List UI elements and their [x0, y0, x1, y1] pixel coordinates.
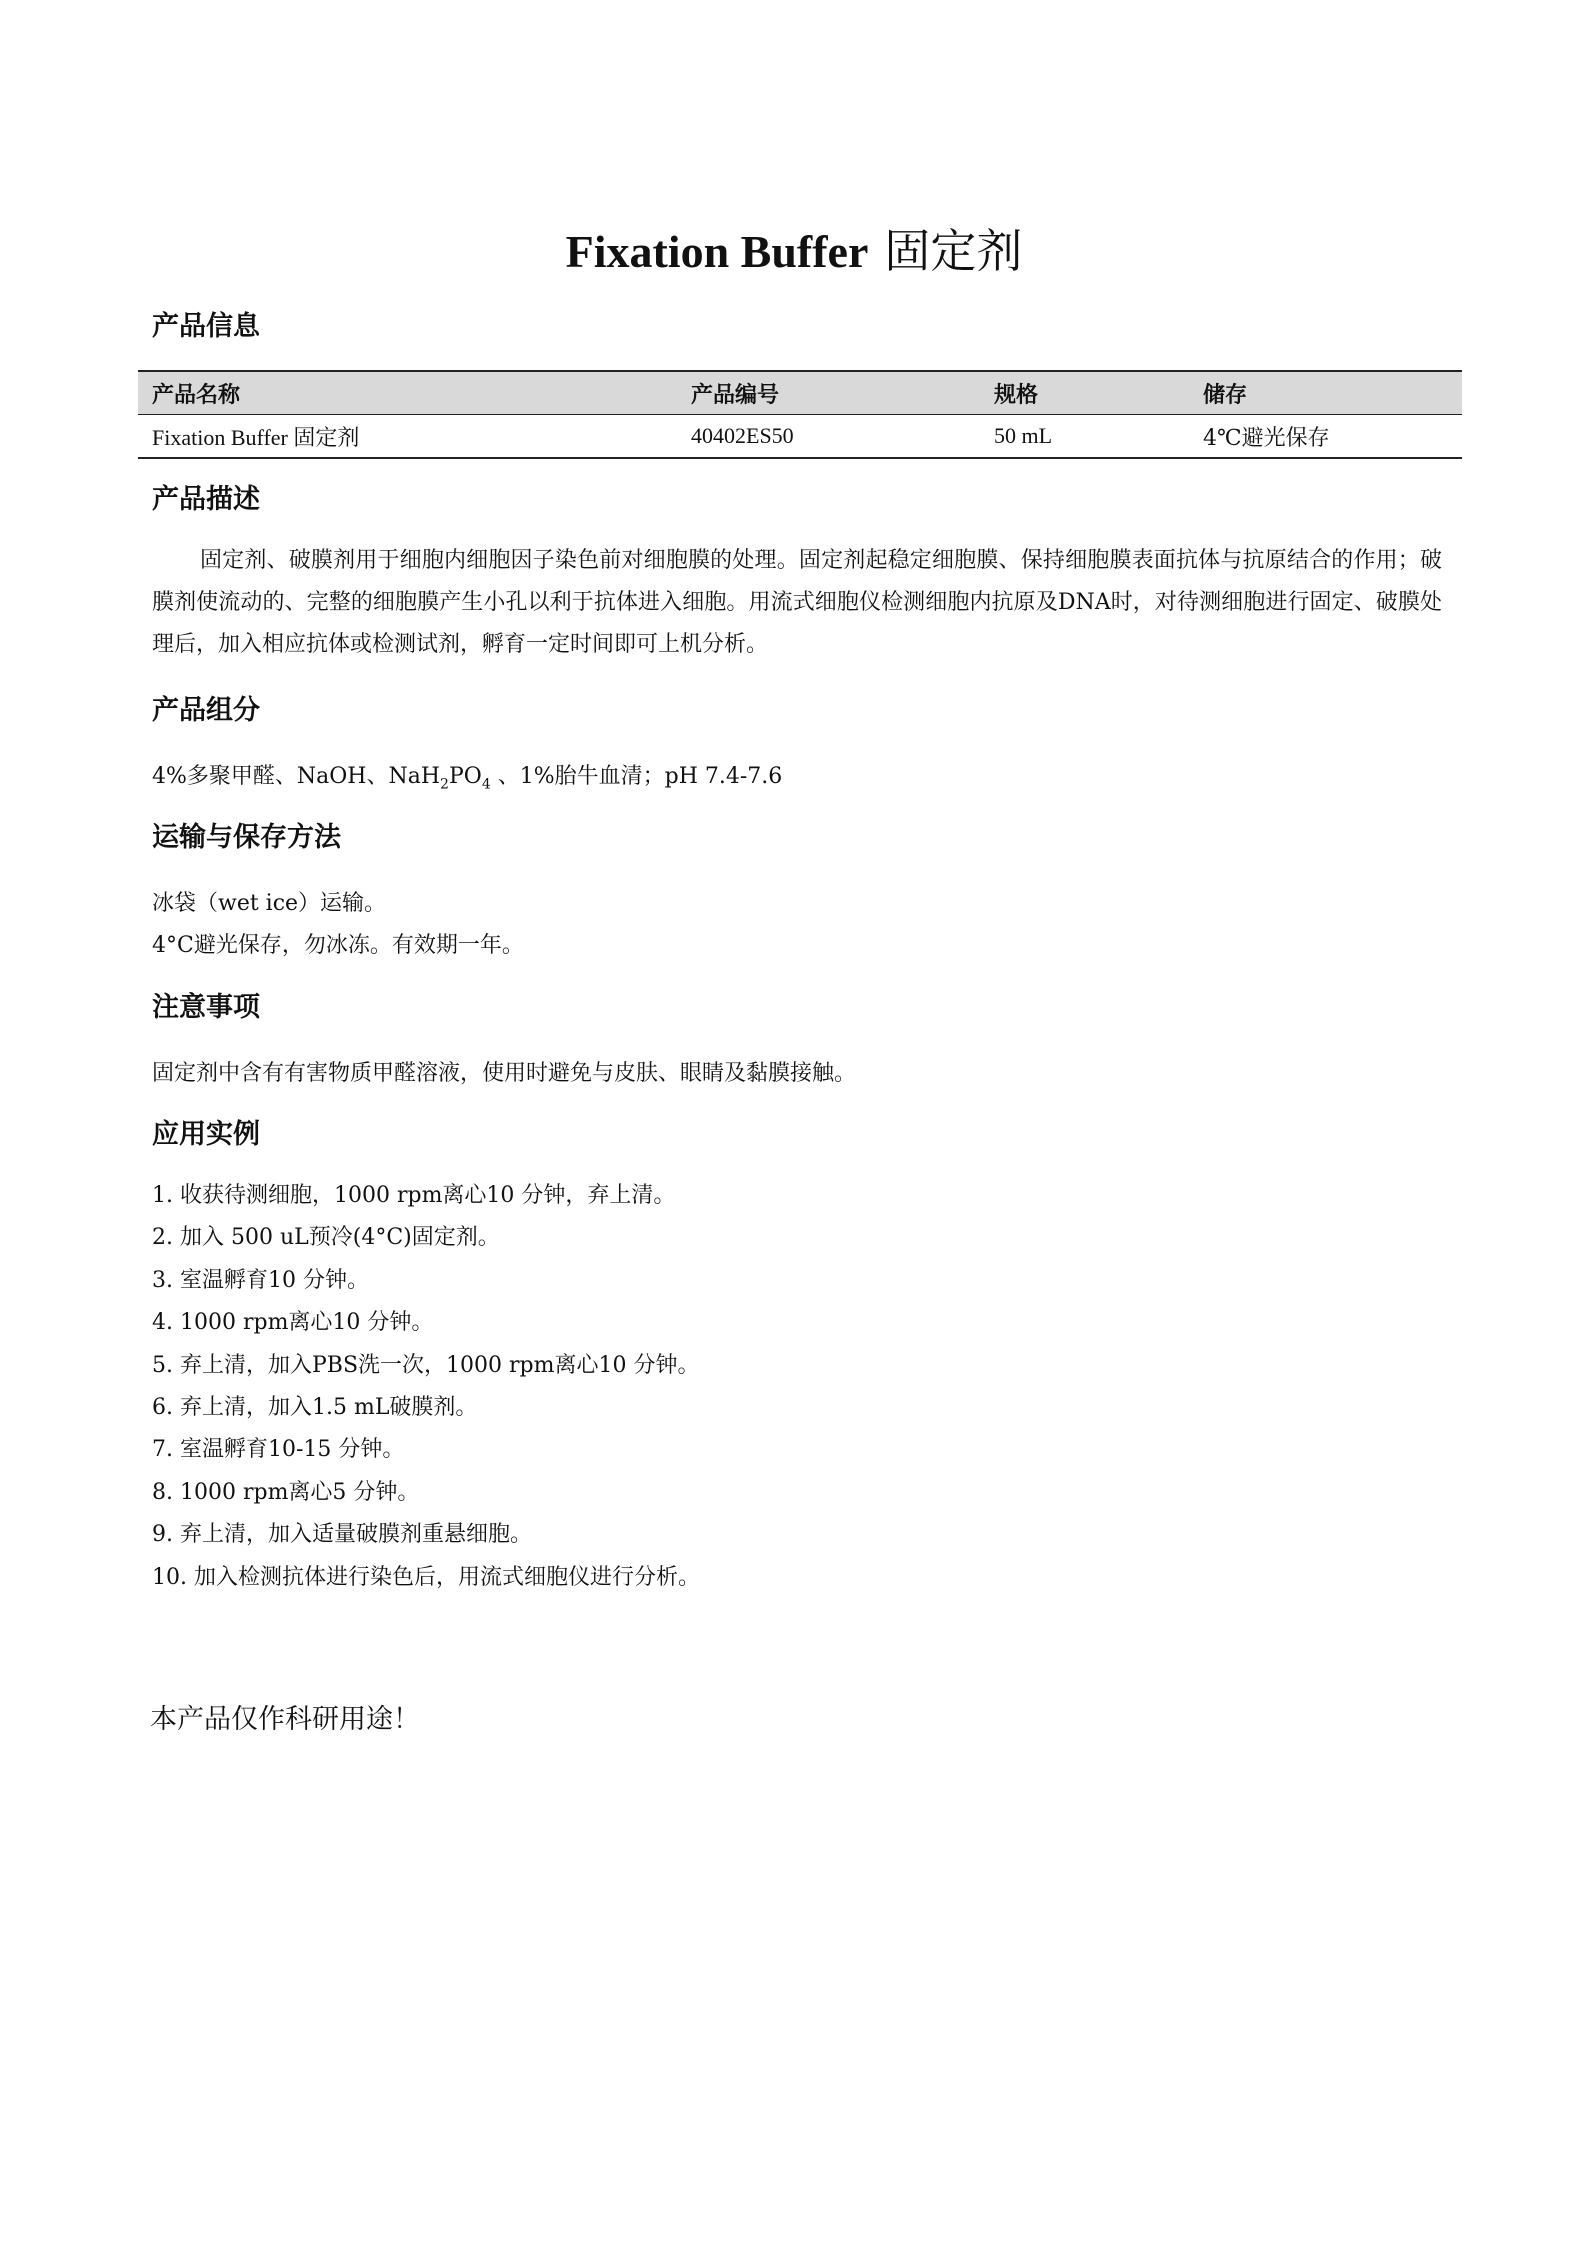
list-item: 1. 收获待测细胞，1000 rpm离心10 分钟，弃上清。 — [152, 1183, 676, 1208]
footer-note: 本产品仅作科研用途！ — [150, 1704, 420, 1735]
column-header: 规格 — [980, 371, 1189, 415]
list-item: 7. 室温孵育10-15 分钟。 — [152, 1437, 405, 1463]
cell-product-code: 40402ES50 — [677, 415, 980, 459]
table-header-row — [138, 371, 1462, 415]
cell-spec: 50 mL — [980, 415, 1189, 459]
title-chinese: 固定剂 — [884, 223, 1023, 278]
list-item: 6. 弃上清，加入1.5 mL破膜剂。 — [152, 1395, 478, 1421]
application-heading: 应用实例 — [152, 1119, 260, 1150]
description-heading: 产品描述 — [152, 484, 260, 515]
transport-line-2: 4°C避光保存，勿冰冻。有效期一年。 — [152, 933, 524, 958]
composition-heading: 产品组分 — [152, 695, 260, 726]
notes-text: 固定剂中含有有害物质甲醛溶液，使用时避免与皮肤、眼睛及黏膜接触。 — [152, 1061, 857, 1086]
list-item: 8. 1000 rpm离心5 分钟。 — [152, 1479, 420, 1505]
cell-storage: 4℃避光保存 — [1189, 415, 1462, 459]
cell-product-name: Fixation Buffer 固定剂 — [138, 415, 677, 459]
product-info-heading: 产品信息 — [152, 311, 260, 342]
notes-heading: 注意事项 — [152, 992, 260, 1023]
table-row — [138, 415, 1462, 459]
product-info-table — [138, 370, 1462, 459]
column-header: 产品名称 — [138, 371, 677, 415]
list-item: 3. 室温孵育10 分钟。 — [152, 1267, 369, 1293]
application-steps-list — [152, 1175, 700, 1599]
list-item: 4. 1000 rpm离心10 分钟。 — [152, 1310, 434, 1336]
composition-text: 4%多聚甲醛、NaOH、$NaH_2PO_4$ 、1%胎牛血清；pH 7.4-7.6 — [152, 764, 783, 793]
transport-heading: 运输与保存方法 — [152, 822, 341, 853]
page-title — [0, 221, 1588, 282]
list-item: 5. 弃上清，加入PBS洗一次，1000 rpm离心10 分钟。 — [152, 1352, 700, 1378]
list-item: 2. 加入 500 uL预冷(4°C)固定剂。 — [152, 1225, 500, 1251]
title-english: Fixation Buffer — [565, 225, 869, 277]
column-header: 储存 — [1189, 371, 1462, 415]
column-header: 产品编号 — [677, 371, 980, 415]
list-item: 9. 弃上清，加入适量破膜剂重悬细胞。 — [152, 1522, 532, 1548]
description-text: 固定剂、破膜剂用于细胞内细胞因子染色前对细胞膜的处理。固定剂起稳定细胞膜、保持细胞膜表面抗体与抗原结合的作用；破膜剂使流动的、完整的细胞膜产生小孔以利于抗体进入细胞。用流式细胞仪检测细胞内抗原及DNA时，对待测细胞进行固定、破膜处理后，加入相应抗体或检测试剂，孵育一定时间即可上机分析。 — [152, 548, 1442, 657]
transport-line-1: 冰袋（wet ice）运输。 — [152, 891, 387, 916]
list-item: 10. 加入检测抗体进行染色后，用流式细胞仪进行分析。 — [152, 1564, 700, 1590]
